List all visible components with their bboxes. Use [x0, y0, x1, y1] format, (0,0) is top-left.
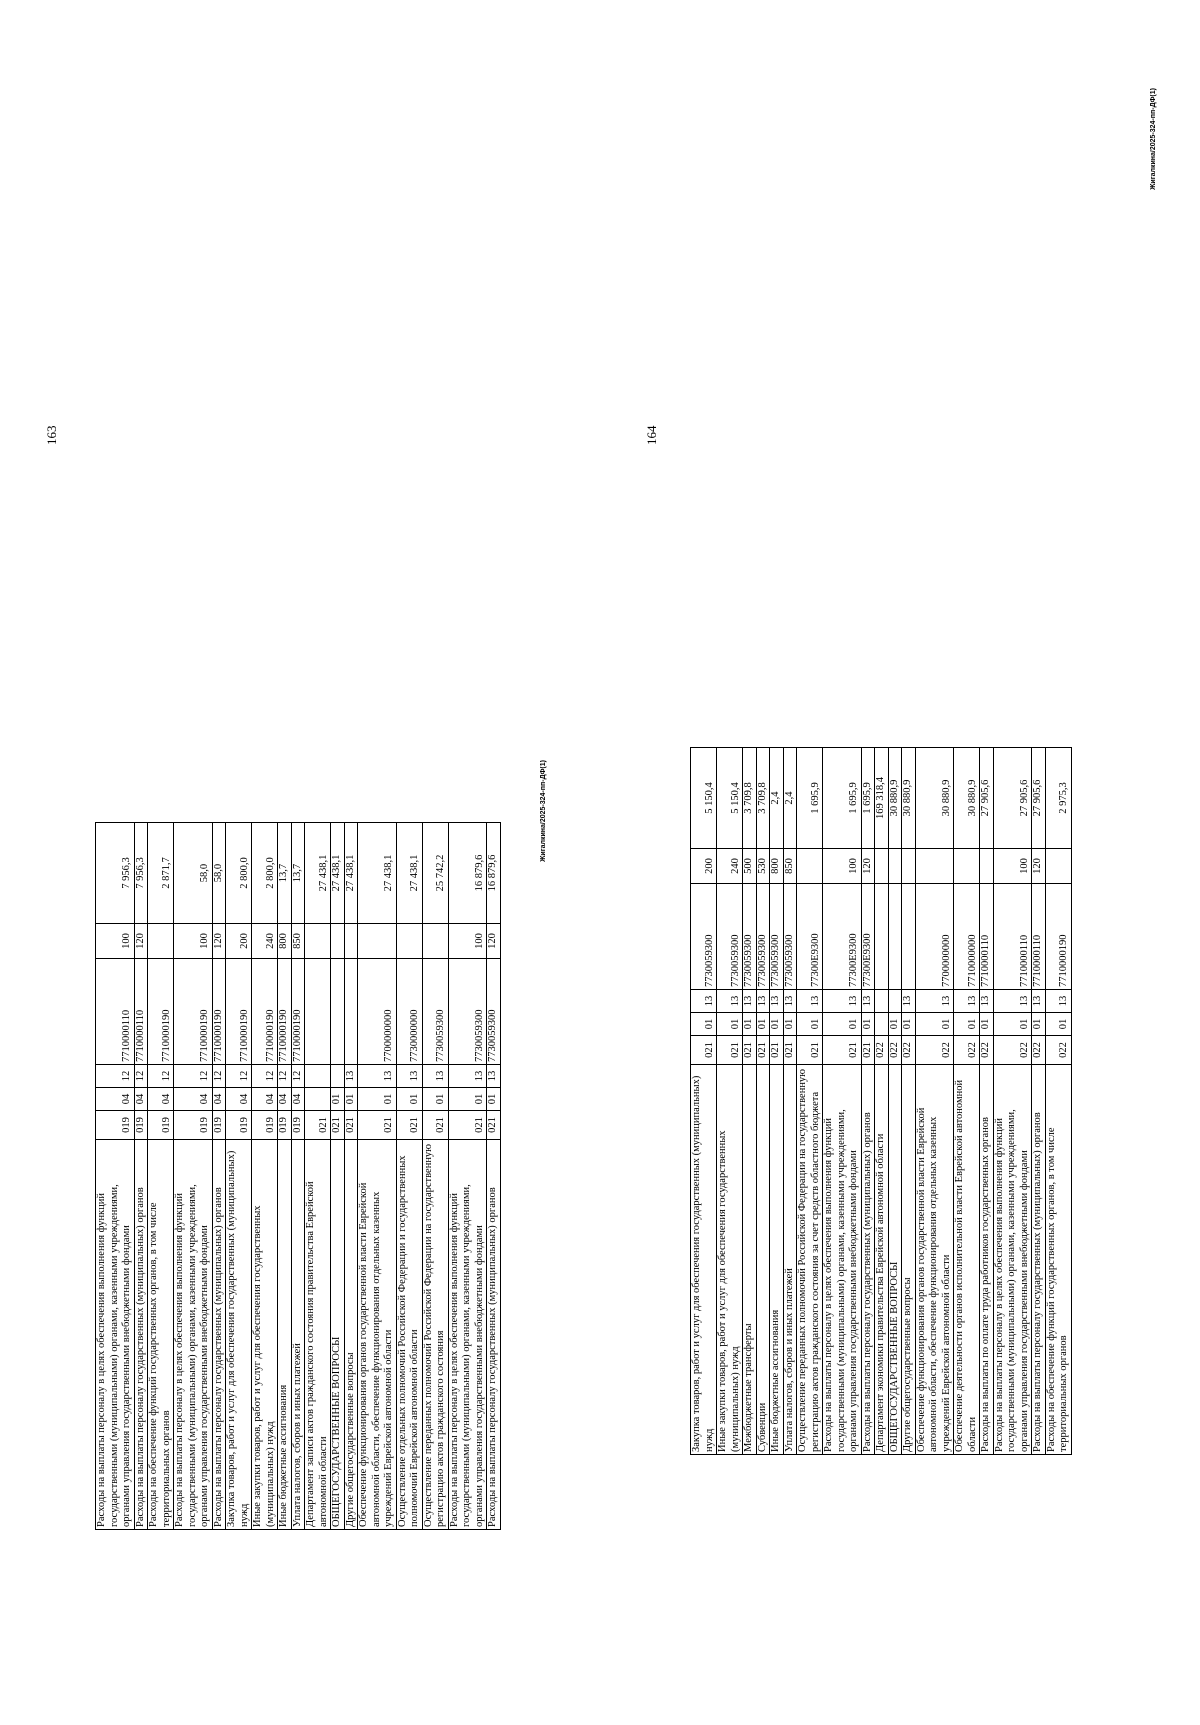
- code-vr: 120: [1032, 849, 1046, 884]
- code-vr: 530: [756, 849, 770, 884]
- row-sum: 7 956,3: [134, 823, 148, 924]
- row-name: Расходы на обеспечение функций государственных органов, в том числе территориальных органов: [1045, 1065, 1071, 1455]
- row-sum: 30 880,9: [915, 748, 954, 849]
- code-cs: 7730059300: [691, 884, 717, 990]
- code-razdel: 04: [291, 1088, 305, 1111]
- code-razdel: 01: [1032, 1013, 1046, 1036]
- code-podrazdel: 12: [174, 1065, 213, 1088]
- code-ved: 019: [278, 1111, 292, 1140]
- row-name: Расходы на выплаты по оплате труда работников государственных органов: [980, 1065, 994, 1455]
- code-vr: 850: [291, 924, 305, 959]
- code-vr: [902, 849, 916, 884]
- table-row: [226, 823, 252, 1530]
- row-name: Иные бюджетные ассигнования: [278, 1140, 292, 1530]
- row-sum: 30 880,9: [954, 748, 980, 849]
- row-name: Расходы на выплаты персоналу в целях обеспечения выполнения функций государственными (муниципальными) органами, казенными учреждениями, органами управления государственными внебюджетными фондами: [993, 1065, 1032, 1455]
- code-podrazdel: 12: [134, 1065, 148, 1088]
- row-sum: 5 150,4: [691, 748, 717, 849]
- code-ved: 019: [96, 1111, 135, 1140]
- code-cs: 7730000000: [396, 959, 422, 1065]
- code-razdel: 04: [148, 1088, 174, 1111]
- row-sum: 27 438,1: [358, 823, 397, 924]
- code-razdel: 04: [212, 1088, 226, 1111]
- table-row: [174, 823, 213, 1530]
- row-name: Иные закупки товаров, работ и услуг для обеспечения государственных (муниципальных) нужд: [717, 1065, 743, 1455]
- code-vr: 850: [783, 849, 797, 884]
- code-podrazdel: 12: [96, 1065, 135, 1088]
- code-podrazdel: 13: [756, 990, 770, 1013]
- code-ved: 022: [980, 1036, 994, 1065]
- row-sum: 3 709,8: [756, 748, 770, 849]
- budget-table: [690, 747, 1072, 1455]
- code-razdel: 01: [915, 1013, 954, 1036]
- code-cs: 7730059300: [783, 884, 797, 990]
- code-vr: [331, 924, 345, 959]
- code-razdel: 01: [358, 1088, 397, 1111]
- table-row: [823, 748, 862, 1455]
- code-podrazdel: 13: [487, 1065, 501, 1088]
- code-cs: [902, 884, 916, 990]
- code-razdel: 01: [954, 1013, 980, 1036]
- code-vr: [1045, 849, 1071, 884]
- row-sum: 30 880,9: [902, 748, 916, 849]
- row-sum: 27 905,6: [980, 748, 994, 849]
- row-name: Расходы на выплаты персоналу в целях обеспечения выполнения функций государственными (муниципальными) органами, казенными учреждениями, органами управления государственными внебюджетными фондами: [96, 1140, 135, 1530]
- code-podrazdel: 12: [226, 1065, 252, 1088]
- table-row: [717, 748, 743, 1455]
- table-row: [980, 748, 994, 1455]
- row-sum: 58,0: [212, 823, 226, 924]
- row-sum: 169 318,4: [875, 748, 889, 849]
- code-cs: 7710000110: [96, 959, 135, 1065]
- code-razdel: 01: [770, 1013, 784, 1036]
- page-164: [600, 0, 1200, 1725]
- row-sum: 2 871,7: [148, 823, 174, 924]
- row-name: Расходы на выплаты персоналу государственных (муниципальных) органов: [487, 1140, 501, 1530]
- table-row: [96, 823, 135, 1530]
- code-vr: 120: [212, 924, 226, 959]
- row-sum: 2 975,3: [1045, 748, 1071, 849]
- code-ved: 021: [691, 1036, 717, 1065]
- code-vr: 120: [134, 924, 148, 959]
- table-row: [487, 823, 501, 1530]
- row-sum: 16 879,6: [487, 823, 501, 924]
- row-sum: 2 800,0: [226, 823, 252, 924]
- code-cs: 7710000190: [1045, 884, 1071, 990]
- row-name: Осуществление отдельных полномочий Российской Федерации и государственных полномочий Еврейской автономной области: [396, 1140, 422, 1530]
- code-ved: 021: [331, 1111, 345, 1140]
- code-cs: 7710000190: [148, 959, 174, 1065]
- code-ved: 019: [212, 1111, 226, 1140]
- code-podrazdel: 13: [358, 1065, 397, 1088]
- code-ved: 022: [993, 1036, 1032, 1065]
- code-vr: [980, 849, 994, 884]
- code-podrazdel: 12: [278, 1065, 292, 1088]
- code-razdel: 01: [344, 1088, 358, 1111]
- code-cs: 7710000000: [954, 884, 980, 990]
- table-row: [993, 748, 1032, 1455]
- table-row: [344, 823, 358, 1530]
- page-footer: Жигалкина/2025-324-пп-ДФ(1): [1150, 88, 1157, 190]
- code-podrazdel: 13: [861, 990, 875, 1013]
- table-row: [148, 823, 174, 1530]
- code-razdel: 01: [396, 1088, 422, 1111]
- code-podrazdel: 12: [252, 1065, 278, 1088]
- code-cs: 7730059300: [448, 959, 487, 1065]
- code-vr: [422, 924, 448, 959]
- table-row: [756, 748, 770, 1455]
- code-ved: 019: [291, 1111, 305, 1140]
- table-row: [305, 823, 331, 1530]
- code-vr: 240: [252, 924, 278, 959]
- row-sum: 7 956,3: [96, 823, 135, 924]
- code-cs: 7710000190: [291, 959, 305, 1065]
- code-vr: 100: [993, 849, 1032, 884]
- code-cs: 7710000110: [980, 884, 994, 990]
- code-vr: [915, 849, 954, 884]
- code-ved: 021: [396, 1111, 422, 1140]
- budget-table: [95, 822, 501, 1530]
- code-cs: 7710000190: [212, 959, 226, 1065]
- row-sum: 2,4: [770, 748, 784, 849]
- code-cs: 7730059300: [717, 884, 743, 990]
- code-cs: 7710000110: [993, 884, 1032, 990]
- code-podrazdel: 13: [344, 1065, 358, 1088]
- row-sum: 25 742,2: [422, 823, 448, 924]
- row-sum: 27 438,1: [344, 823, 358, 924]
- code-razdel: 01: [783, 1013, 797, 1036]
- row-sum: 13,7: [278, 823, 292, 924]
- code-vr: [888, 849, 902, 884]
- code-razdel: 01: [823, 1013, 862, 1036]
- row-name: Расходы на выплаты персоналу в целях обеспечения выполнения функций государственными (муниципальными) органами, казенными учреждениями, органами управления государственными внебюджетными фондами: [174, 1140, 213, 1530]
- code-vr: [396, 924, 422, 959]
- code-vr: 240: [717, 849, 743, 884]
- code-vr: [148, 924, 174, 959]
- row-sum: 16 879,6: [448, 823, 487, 924]
- code-ved: 022: [875, 1036, 889, 1065]
- table-row: [797, 748, 823, 1455]
- code-cs: 7710000190: [226, 959, 252, 1065]
- row-sum: 2 800,0: [252, 823, 278, 924]
- code-ved: 021: [783, 1036, 797, 1065]
- code-cs: [888, 884, 902, 990]
- row-sum: 1 695,9: [861, 748, 875, 849]
- code-ved: 021: [344, 1111, 358, 1140]
- row-name: Осуществление переданных полномочий Российской Федерации на государственную регистрацию актов гражданского состояния за счет средств областного бюджета: [797, 1065, 823, 1455]
- code-cs: 7700000000: [358, 959, 397, 1065]
- row-name: Уплата налогов, сборов и иных платежей: [291, 1140, 305, 1530]
- code-razdel: 01: [1045, 1013, 1071, 1036]
- table-row: [861, 748, 875, 1455]
- code-podrazdel: 13: [915, 990, 954, 1013]
- row-name: ОБЩЕГОСУДАРСТВЕННЫЕ ВОПРОСЫ: [888, 1065, 902, 1455]
- code-ved: 021: [448, 1111, 487, 1140]
- code-ved: 021: [487, 1111, 501, 1140]
- row-name: Департамент записи актов гражданского состояния правительства Еврейской автономной области: [305, 1140, 331, 1530]
- code-podrazdel: 13: [1032, 990, 1046, 1013]
- code-podrazdel: 13: [448, 1065, 487, 1088]
- code-ved: 021: [823, 1036, 862, 1065]
- row-name: Межбюджетные трансферты: [743, 1065, 757, 1455]
- row-sum: 58,0: [174, 823, 213, 924]
- code-ved: 022: [954, 1036, 980, 1065]
- code-ved: 019: [252, 1111, 278, 1140]
- code-ved: 021: [422, 1111, 448, 1140]
- table-row: [691, 748, 717, 1455]
- code-cs: 77300Е9300: [861, 884, 875, 990]
- code-razdel: 01: [993, 1013, 1032, 1036]
- row-name: Уплата налогов, сборов и иных платежей: [783, 1065, 797, 1455]
- code-vr: 100: [823, 849, 862, 884]
- row-name: Другие общегосударственные вопросы: [344, 1140, 358, 1530]
- code-podrazdel: 13: [797, 990, 823, 1013]
- table-row: [422, 823, 448, 1530]
- code-podrazdel: 13: [422, 1065, 448, 1088]
- table-row: [396, 823, 422, 1530]
- code-cs: 7730059300: [756, 884, 770, 990]
- table-row: [902, 748, 916, 1455]
- table-row: [448, 823, 487, 1530]
- table-row: [1032, 748, 1046, 1455]
- table-row: [915, 748, 954, 1455]
- code-vr: 100: [96, 924, 135, 959]
- code-podrazdel: 12: [148, 1065, 174, 1088]
- code-ved: 022: [915, 1036, 954, 1065]
- code-vr: [344, 924, 358, 959]
- row-name: Закупка товаров, работ и услуг для обеспечения государственных (муниципальных) нужд: [226, 1140, 252, 1530]
- row-sum: 27 438,1: [331, 823, 345, 924]
- row-name: Расходы на выплаты персоналу в целях обеспечения выполнения функций государственными (муниципальными) органами, казенными учреждениями, органами управления государственными внебюджетными фондами: [448, 1140, 487, 1530]
- code-cs: 7710000190: [278, 959, 292, 1065]
- row-name: Субвенции: [756, 1065, 770, 1455]
- row-name: Обеспечение функционирования органов государственной власти Еврейской автономной области, обеспечение функционирования отдельных казенных учреждений Еврейской автономной области: [915, 1065, 954, 1455]
- table-row: [212, 823, 226, 1530]
- row-sum: 30 880,9: [888, 748, 902, 849]
- code-podrazdel: 13: [954, 990, 980, 1013]
- code-cs: 7730059300: [743, 884, 757, 990]
- code-podrazdel: [888, 990, 902, 1013]
- code-razdel: 01: [717, 1013, 743, 1036]
- table-row: [743, 748, 757, 1455]
- row-sum: 27 438,1: [305, 823, 331, 924]
- row-sum: 1 695,9: [823, 748, 862, 849]
- code-ved: 022: [1045, 1036, 1071, 1065]
- table-row: [783, 748, 797, 1455]
- table-row: [331, 823, 345, 1530]
- code-podrazdel: 13: [770, 990, 784, 1013]
- row-name: Расходы на выплаты персоналу государственных (муниципальных) органов: [861, 1065, 875, 1455]
- table-row: [770, 748, 784, 1455]
- code-razdel: 01: [487, 1088, 501, 1111]
- code-vr: [305, 924, 331, 959]
- row-name: Расходы на обеспечение функций государственных органов, в том числе территориальных органов: [148, 1140, 174, 1530]
- row-name: Департамент экономики правительства Еврейской автономной области: [875, 1065, 889, 1455]
- row-sum: 2,4: [783, 748, 797, 849]
- code-razdel: 04: [252, 1088, 278, 1111]
- code-cs: 7730059300: [422, 959, 448, 1065]
- code-cs: 77300Е9300: [797, 884, 823, 990]
- code-podrazdel: 13: [980, 990, 994, 1013]
- code-cs: 77300Е9300: [823, 884, 862, 990]
- code-podrazdel: 13: [823, 990, 862, 1013]
- code-podrazdel: 13: [902, 990, 916, 1013]
- code-razdel: 01: [448, 1088, 487, 1111]
- table-row: [291, 823, 305, 1530]
- code-podrazdel: 12: [291, 1065, 305, 1088]
- code-vr: 120: [487, 924, 501, 959]
- row-name: Осуществление переданных полномочий Российской Федерации на государственную регистрацию актов гражданского состояния: [422, 1140, 448, 1530]
- code-razdel: [305, 1088, 331, 1111]
- code-razdel: 01: [861, 1013, 875, 1036]
- code-razdel: 01: [797, 1013, 823, 1036]
- code-vr: [954, 849, 980, 884]
- code-vr: 200: [226, 924, 252, 959]
- table-row: [954, 748, 980, 1455]
- code-razdel: 01: [888, 1013, 902, 1036]
- page-footer: Жигалкина/2025-324-пп-ДФ(1): [540, 760, 547, 862]
- code-cs: 7730059300: [487, 959, 501, 1065]
- code-podrazdel: 13: [993, 990, 1032, 1013]
- code-podrazdel: 13: [717, 990, 743, 1013]
- code-razdel: [875, 1013, 889, 1036]
- row-sum: 3 709,8: [743, 748, 757, 849]
- row-sum: 27 438,1: [396, 823, 422, 924]
- row-name: Расходы на выплаты персоналу в целях обеспечения выполнения функций государственными (муниципальными) органами, казенными учреждениями, органами управления государственными внебюджетными фондами: [823, 1065, 862, 1455]
- code-podrazdel: 13: [396, 1065, 422, 1088]
- code-vr: [358, 924, 397, 959]
- code-ved: 021: [358, 1111, 397, 1140]
- row-name: Расходы на выплаты персоналу государственных (муниципальных) органов: [212, 1140, 226, 1530]
- code-podrazdel: 13: [691, 990, 717, 1013]
- code-cs: 7710000110: [134, 959, 148, 1065]
- row-sum: 5 150,4: [717, 748, 743, 849]
- page-number: 164: [644, 425, 659, 445]
- code-ved: 021: [756, 1036, 770, 1065]
- row-sum: 27 905,6: [993, 748, 1032, 849]
- row-name: Закупка товаров, работ и услуг для обеспечения государственных (муниципальных) нужд: [691, 1065, 717, 1455]
- code-ved: 021: [770, 1036, 784, 1065]
- code-razdel: 01: [743, 1013, 757, 1036]
- code-ved: 019: [134, 1111, 148, 1140]
- code-razdel: 01: [331, 1088, 345, 1111]
- code-cs: 7710000190: [252, 959, 278, 1065]
- row-name: Расходы на выплаты персоналу государственных (муниципальных) органов: [1032, 1065, 1046, 1455]
- code-ved: 022: [902, 1036, 916, 1065]
- code-cs: 7700000000: [915, 884, 954, 990]
- row-name: Обеспечение деятельности органов исполнительной власти Еврейской автономной области: [954, 1065, 980, 1455]
- row-sum: 1 695,9: [797, 748, 823, 849]
- code-podrazdel: 13: [743, 990, 757, 1013]
- code-cs: [875, 884, 889, 990]
- code-vr: 800: [278, 924, 292, 959]
- code-vr: 100: [448, 924, 487, 959]
- code-podrazdel: 13: [1045, 990, 1071, 1013]
- code-ved: 022: [1032, 1036, 1046, 1065]
- code-vr: [797, 849, 823, 884]
- code-vr: 100: [174, 924, 213, 959]
- row-sum: 13,7: [291, 823, 305, 924]
- code-cs: 7710000110: [1032, 884, 1046, 990]
- code-razdel: 04: [96, 1088, 135, 1111]
- code-ved: 021: [743, 1036, 757, 1065]
- code-podrazdel: [305, 1065, 331, 1088]
- table-row: [875, 748, 889, 1455]
- row-name: Иные закупки товаров, работ и услуг для обеспечения государственных (муниципальных) нужд: [252, 1140, 278, 1530]
- code-cs: 7710000190: [174, 959, 213, 1065]
- table-row: [358, 823, 397, 1530]
- code-cs: 7730059300: [770, 884, 784, 990]
- table-row: [1045, 748, 1071, 1455]
- code-ved: 022: [888, 1036, 902, 1065]
- code-podrazdel: [331, 1065, 345, 1088]
- table-row: [278, 823, 292, 1530]
- row-name: Иные бюджетные ассигнования: [770, 1065, 784, 1455]
- row-sum: 27 905,6: [1032, 748, 1046, 849]
- code-razdel: 01: [422, 1088, 448, 1111]
- code-ved: 019: [148, 1111, 174, 1140]
- code-ved: 019: [226, 1111, 252, 1140]
- code-podrazdel: 13: [783, 990, 797, 1013]
- code-vr: 120: [861, 849, 875, 884]
- code-razdel: 01: [691, 1013, 717, 1036]
- code-vr: [875, 849, 889, 884]
- code-ved: 021: [861, 1036, 875, 1065]
- code-razdel: 01: [902, 1013, 916, 1036]
- code-razdel: 04: [134, 1088, 148, 1111]
- code-cs: [344, 959, 358, 1065]
- code-razdel: 04: [278, 1088, 292, 1111]
- code-vr: 500: [743, 849, 757, 884]
- code-ved: 021: [305, 1111, 331, 1140]
- code-ved: 019: [174, 1111, 213, 1140]
- page-number: 163: [44, 425, 59, 445]
- code-vr: 800: [770, 849, 784, 884]
- code-razdel: 01: [756, 1013, 770, 1036]
- code-podrazdel: 12: [212, 1065, 226, 1088]
- row-name: Расходы на выплаты персоналу государственных (муниципальных) органов: [134, 1140, 148, 1530]
- code-razdel: 04: [226, 1088, 252, 1111]
- code-ved: 021: [717, 1036, 743, 1065]
- code-cs: [331, 959, 345, 1065]
- table-row: [252, 823, 278, 1530]
- code-razdel: 01: [980, 1013, 994, 1036]
- row-name: Обеспечение функционирования органов государственной власти Еврейской автономной области, обеспечение функционирования отдельных казенных учреждений Еврейской автономной области: [358, 1140, 397, 1530]
- row-name: Другие общегосударственные вопросы: [902, 1065, 916, 1455]
- code-podrazdel: [875, 990, 889, 1013]
- code-vr: 200: [691, 849, 717, 884]
- table-row: [134, 823, 148, 1530]
- code-razdel: 04: [174, 1088, 213, 1111]
- code-ved: 021: [797, 1036, 823, 1065]
- table-row: [888, 748, 902, 1455]
- code-cs: [305, 959, 331, 1065]
- row-name: ОБЩЕГОСУДАРСТВЕННЫЕ ВОПРОСЫ: [331, 1140, 345, 1530]
